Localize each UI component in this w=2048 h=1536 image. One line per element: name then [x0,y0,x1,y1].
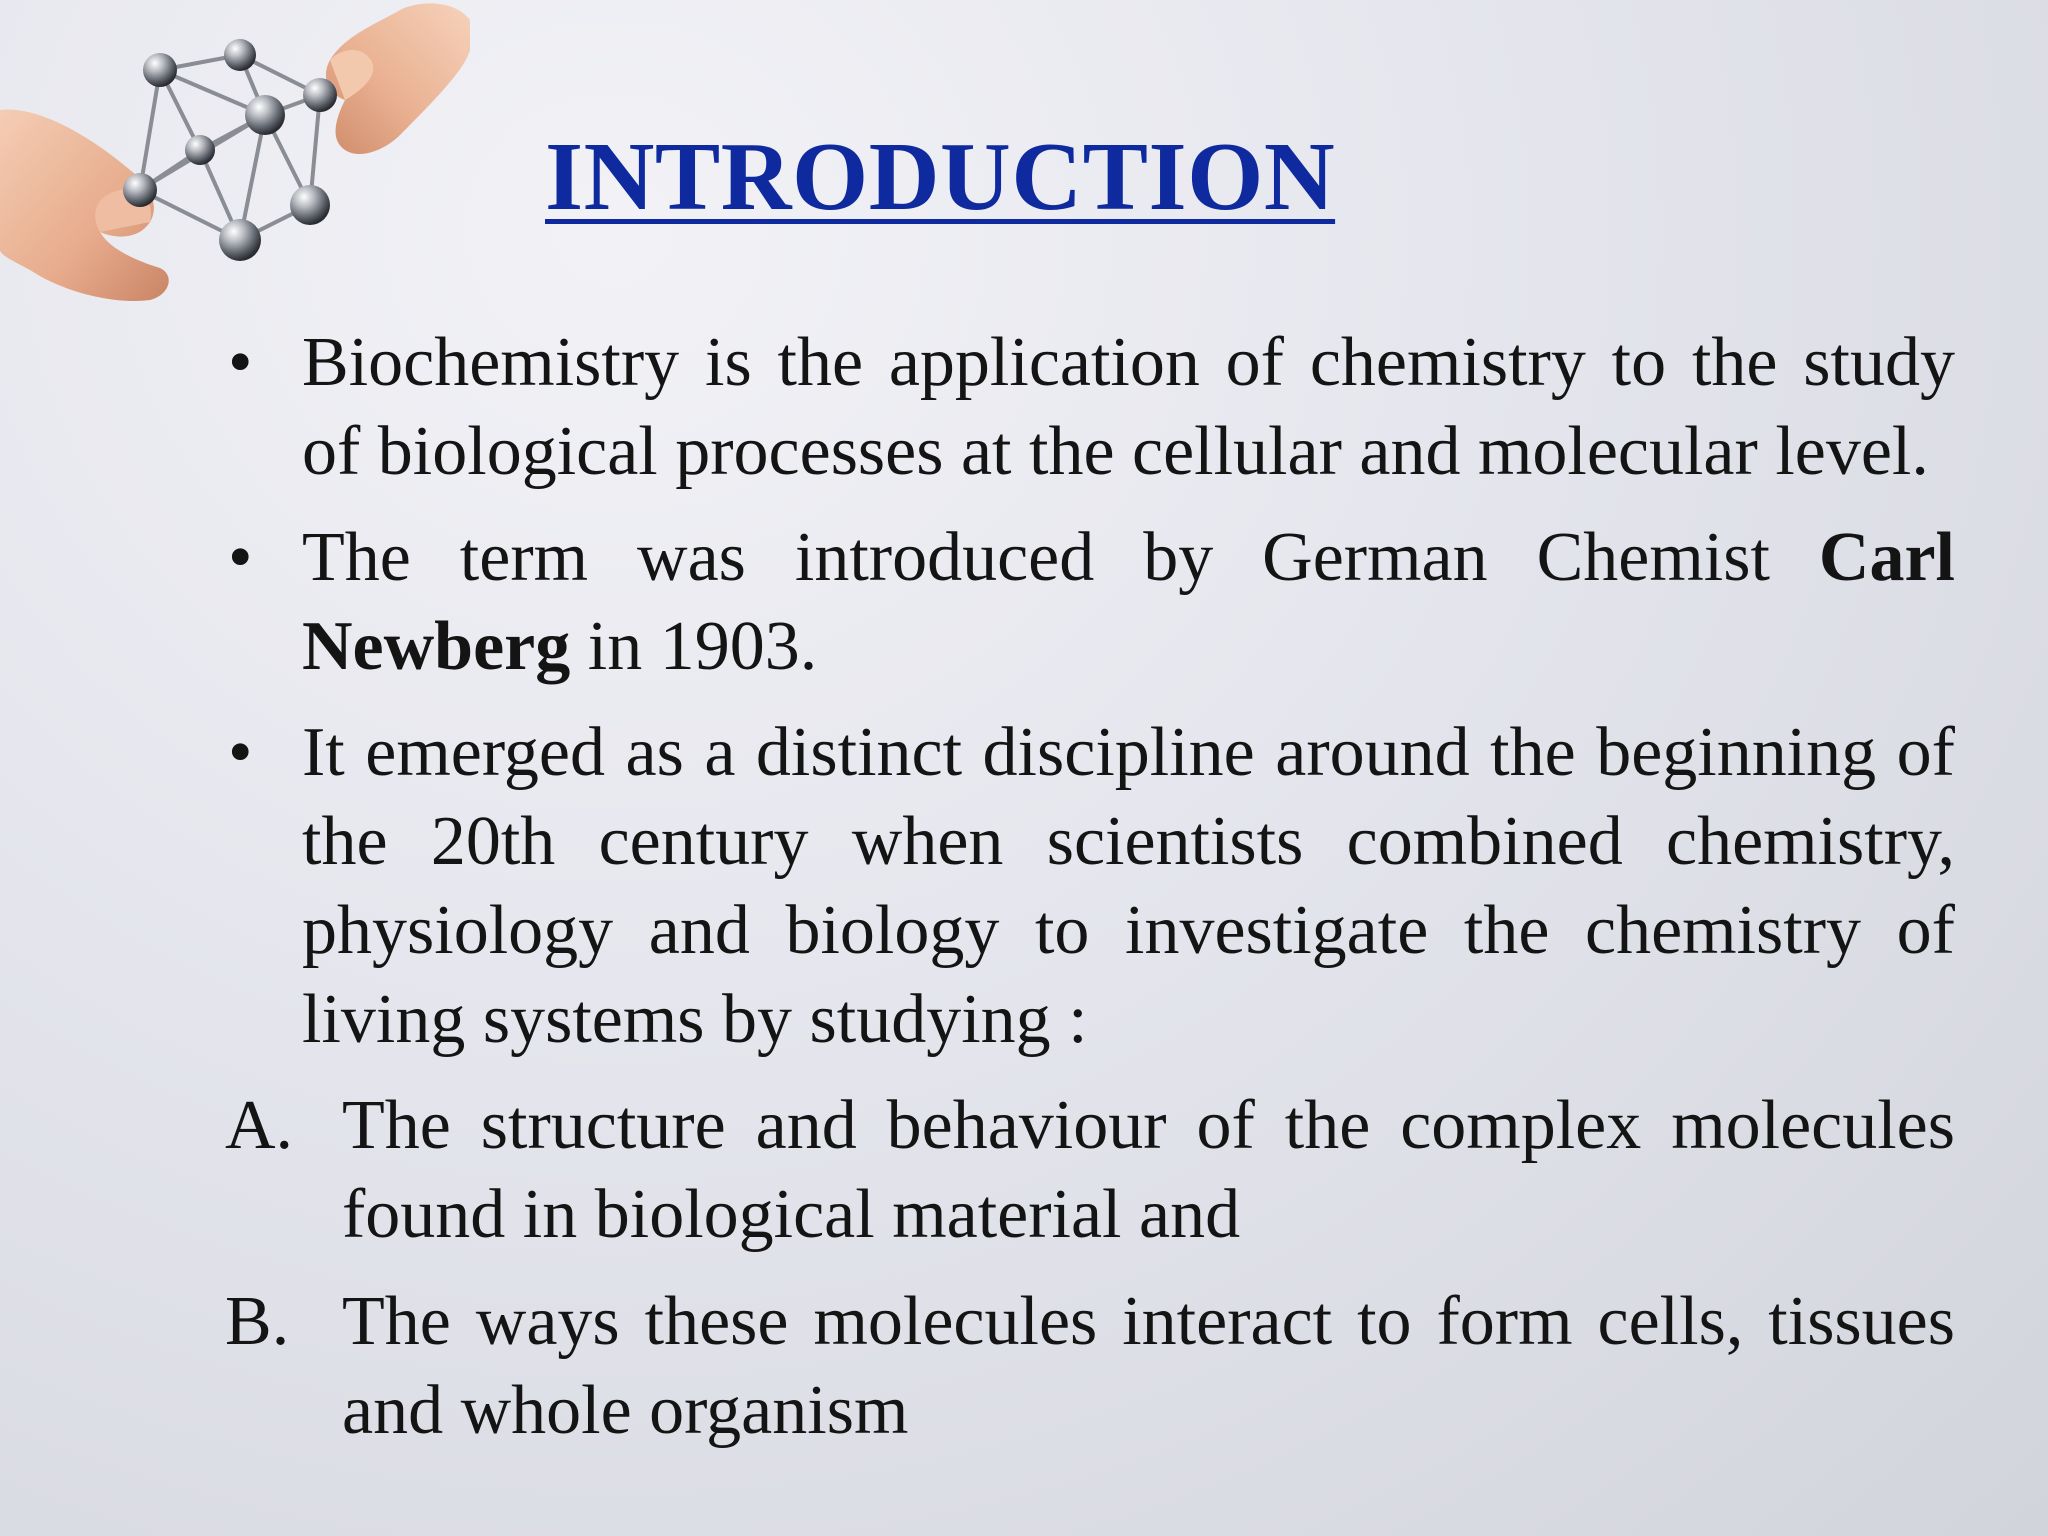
bullet-marker: • [228,714,253,791]
bullet-bold-name: Carl Newberg [302,519,1955,685]
bullet-text: It emerged as a distinct discipline around the beginning of the 20th century when scientists combined chemistry, physiology and biology to investigate the chemistry of living systems by studying : [302,714,1955,1058]
bullet-marker: • [228,324,253,401]
bullet-item [220,318,1955,496]
lettered-item [220,1277,1955,1455]
lettered-marker: A. [225,1087,294,1164]
lettered-text: The structure and behaviour of the complex molecules found in biological material and [342,1087,1955,1253]
bullet-marker: • [228,519,253,596]
slide-content [220,318,1955,1473]
bullet-text: The term was introduced by German Chemist [302,519,1819,596]
bullet-text: Biochemistry is the application of chemistry to the study of biological processes at the cellular and molecular level. [302,324,1955,490]
bullet-item [220,513,1955,691]
slide-title: INTRODUCTION [545,123,1336,231]
bullet-text-end: in 1903. [570,608,818,685]
lettered-item [220,1081,1955,1259]
lettered-text: The ways these molecules interact to form cells, tissues and whole organism [342,1283,1955,1449]
bullet-item [220,708,1955,1064]
lettered-marker: B. [225,1283,290,1360]
molecule-model-image [0,0,470,320]
